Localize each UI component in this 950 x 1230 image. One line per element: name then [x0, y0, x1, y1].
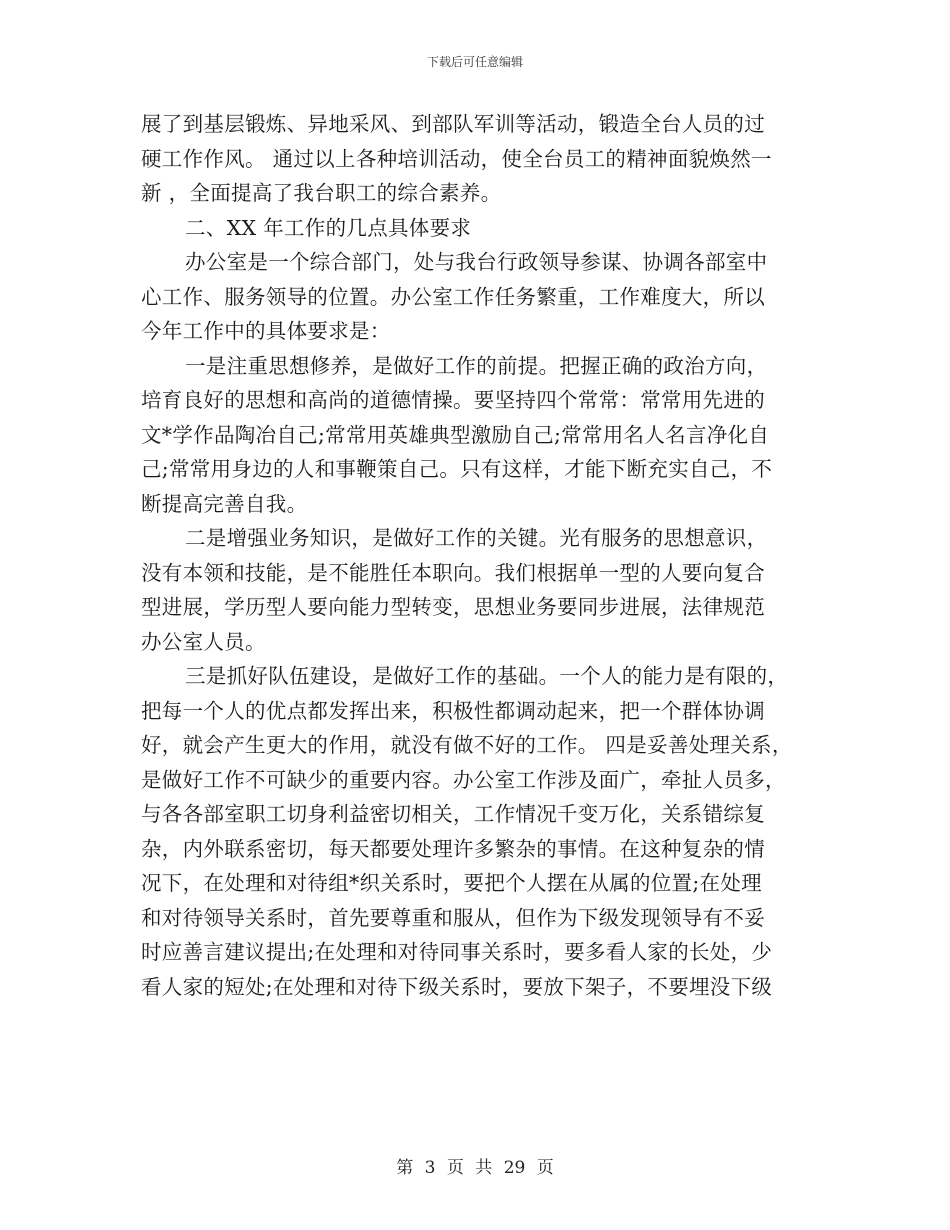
text-line: 型进展，学历型人要向能力型转变，思想业务要同步进展，法律规范 — [141, 595, 765, 619]
text-line: 心工作、服务领导的位置。办公室工作任务繁重，工作难度大，所以 — [141, 284, 765, 309]
text-line: 文*学作品陶冶自己;常常用英雄典型激励自己;常常用名人名言净化自 — [141, 422, 770, 447]
text-line: 己;常常用身边的人和事鞭策自己。只有这样，才能下断充实自己，不 — [141, 457, 773, 481]
text-line: 一是注重思想修养，是做好工作的前提。把握正确的政治方向， — [185, 353, 768, 378]
text-line: 二是增强业务知识，是做好工作的关键。光有服务的思想意识， — [185, 526, 768, 550]
text-line: 断提高完善自我。 — [141, 491, 308, 516]
text-line: 三是抓好队伍建设，是做好工作的基础。一个人的能力是有限的， — [185, 664, 789, 688]
text-line: 看人家的短处;在处理和对待下级关系时，要放下架子，不要埋没下级 — [141, 974, 773, 999]
section-heading: 二、XX 年工作的几点具体要求 — [185, 215, 472, 240]
text-line: 与各各部室职工切身利益密切相关，工作情况千变万化，关系错综复 — [141, 802, 765, 826]
document-body — [141, 107, 811, 1004]
text-line: 况下，在处理和对待组*织关系时，要把个人摆在从属的位置;在处理 — [141, 871, 762, 895]
text-line: 新 ，全面提高了我台职工的综合素养。 — [141, 181, 502, 205]
page-number-footer: 第 3 页 共 29 页 — [396, 1158, 554, 1178]
text-line: 办公室人员。 — [141, 629, 266, 654]
text-line: 今年工作中的具体要求是： — [141, 319, 391, 343]
text-line: 是做好工作不可缺少的重要内容。办公室工作涉及面广，牵扯人员多， — [141, 767, 786, 792]
text-line: 时应善言建议提出;在处理和对待同事关系时，要多看人家的长处，少 — [141, 940, 773, 964]
text-line: 办公室是一个综合部门，处与我台行政领导参谋、协调各部室中 — [185, 250, 768, 274]
text-line: 培育良好的思想和高尚的道德情操。要坚持四个常常：常常用先进的 — [141, 388, 765, 412]
page-header-note: 下载后可任意编辑 — [426, 55, 523, 69]
text-line: 杂，内外联系密切，每天都要处理许多繁杂的事情。在这种复杂的情 — [141, 836, 765, 861]
text-line: 没有本领和技能，是不能胜任本职向。我们根据单一型的人要向复合 — [141, 560, 765, 585]
text-line: 和对待领导关系时，首先要尊重和服从，但作为下级发现领导有不妥 — [141, 905, 765, 930]
text-line: 硬工作作风。 通过以上各种培训活动，使全台员工的精神面貌焕然一 — [141, 146, 772, 171]
text-line: 好，就会产生更大的作用，就没有做不好的工作。 四是妥善处理关系， — [141, 733, 793, 757]
text-line: 展了到基层锻炼、异地采风、到部队军训等活动，锻造全台人员的过 — [141, 112, 765, 136]
text-line: 把每一个人的优点都发挥出来，积极性都调动起来，把一个群体协调 — [141, 698, 765, 723]
